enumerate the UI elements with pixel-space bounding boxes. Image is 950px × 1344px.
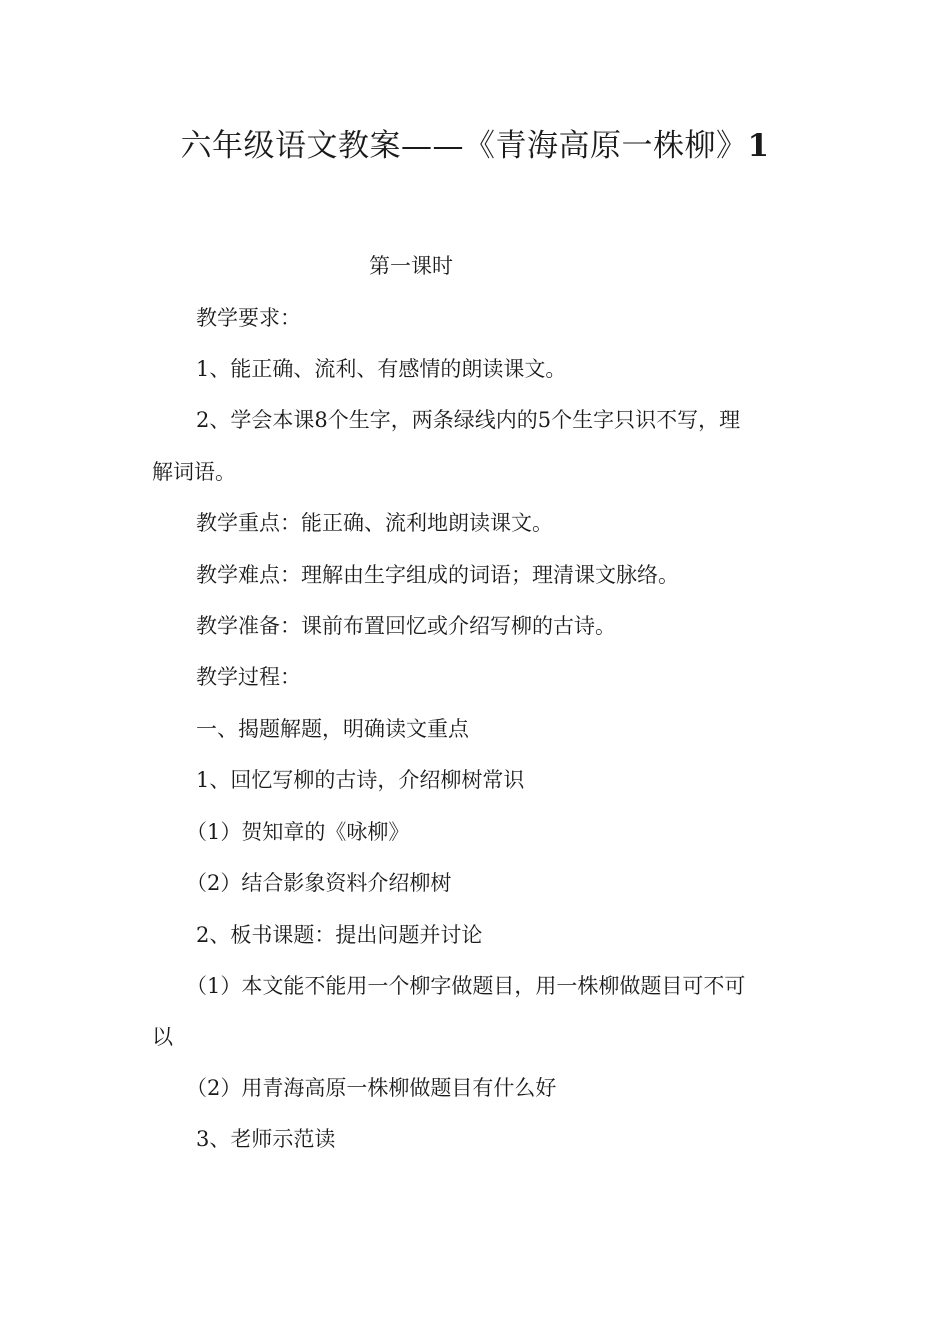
paragraph-continuation: 以 — [152, 1025, 173, 1049]
document-title-main: 六年级语文教案——《青海高原一株柳》 — [180, 128, 748, 164]
paragraph-continuation: 解词语。 — [152, 460, 236, 484]
document-title-number: 1 — [747, 128, 770, 164]
paragraph: 教学过程： — [196, 665, 301, 689]
paragraph: 教学重点：能正确、流利地朗读课文。 — [196, 511, 553, 535]
section-heading: 第一课时 — [369, 254, 453, 278]
paragraph: 教学准备：课前布置回忆或介绍写柳的古诗。 — [196, 614, 616, 638]
paragraph: 1、回忆写柳的古诗，介绍柳树常识 — [196, 768, 525, 792]
paragraph: 2、学会本课8个生字，两条绿线内的5个生字只识不写，理 — [196, 408, 741, 432]
paragraph: 教学难点：理解由生字组成的词语；理清课文脉络。 — [196, 563, 679, 587]
paragraph: （1）本文能不能用一个柳字做题目，用一株柳做题目可不可 — [186, 974, 746, 998]
paragraph: 3、老师示范读 — [196, 1127, 336, 1151]
paragraph: （1）贺知章的《咏柳》 — [186, 820, 410, 844]
paragraph: （2）用青海高原一株柳做题目有什么好 — [186, 1076, 557, 1100]
paragraph: 教学要求： — [196, 306, 301, 330]
paragraph: （2）结合影象资料介绍柳树 — [186, 871, 452, 895]
paragraph: 一、揭题解题，明确读文重点 — [196, 717, 469, 741]
paragraph: 2、板书课题：提出问题并讨论 — [196, 923, 483, 947]
document-title — [0, 124, 950, 168]
paragraph: 1、能正确、流利、有感情的朗读课文。 — [196, 357, 567, 381]
